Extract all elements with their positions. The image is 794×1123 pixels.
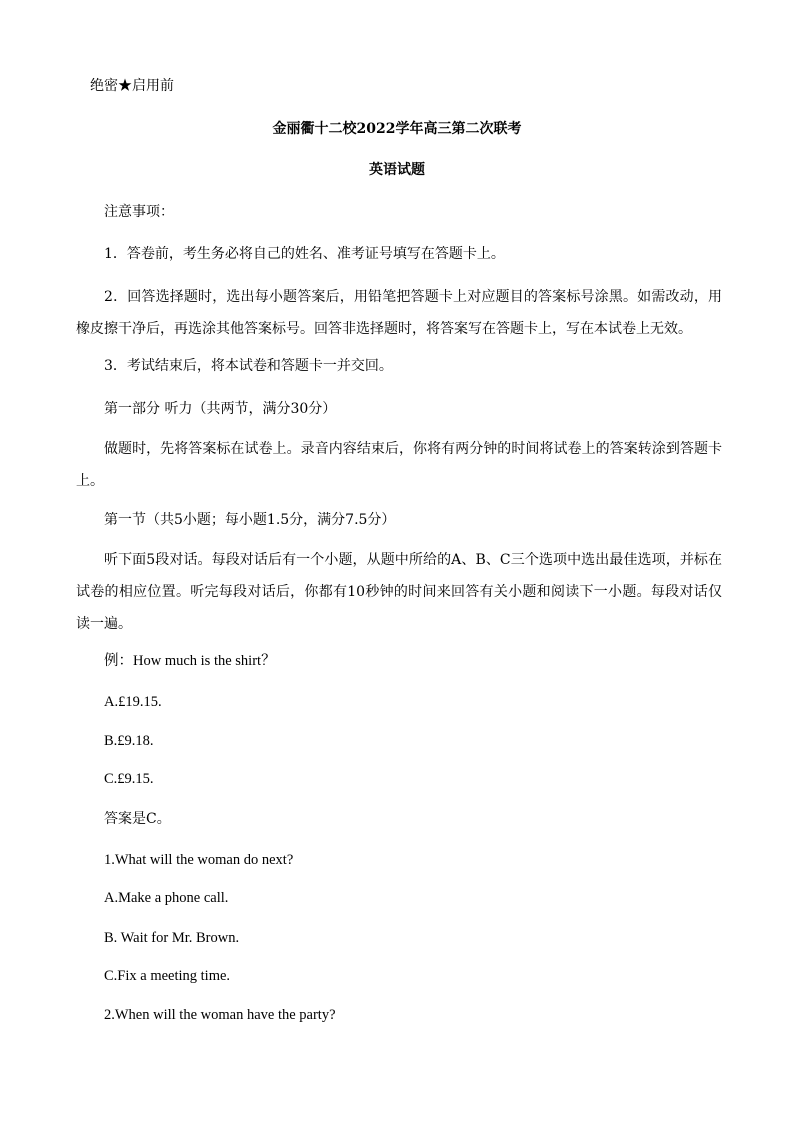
example-option-a: A.£19.15. <box>104 694 162 710</box>
note-item-3: 3．考试结束后，将本试卷和答题卡一并交回。 <box>104 358 393 374</box>
subject-title: 英语试题 <box>369 162 425 178</box>
notes-heading: 注意事项： <box>104 204 174 220</box>
example-option-c: C.£9.15. <box>104 771 154 787</box>
example-question: 例：How much is the shirt？ <box>104 653 276 669</box>
secret-label: 绝密★启用前 <box>90 78 174 94</box>
example-answer: 答案是C。 <box>104 811 171 827</box>
question-1-option-a: A.Make a phone call. <box>104 890 229 906</box>
section1-heading: 第一节（共5小题；每小题1.5分，满分7.5分） <box>104 512 396 528</box>
question-1: 1.What will the woman do next? <box>104 852 294 868</box>
example-option-b: B.£9.18. <box>104 733 154 749</box>
part1-instruction: 做题时，先将答案标在试卷上。录音内容结束后，你将有两分钟的时间将试卷上的答案转涂到答题卡上。 <box>76 441 722 489</box>
section1-instruction: 听下面5段对话。每段对话后有一个小题，从题中所给的A、B、C三个选项中选出最佳选项，并标在试卷的相应位置。听完每段对话后，你都有10秒钟的时间来回答有关小题和阅读下一小题。每段对话仅读一遍。 <box>76 552 722 632</box>
part1-heading: 第一部分 听力（共两节，满分30分） <box>104 401 337 417</box>
note-item-1: 1．答卷前，考生务必将自己的姓名、准考证号填写在答题卡上。 <box>104 246 505 262</box>
question-1-option-c: C.Fix a meeting time. <box>104 968 231 984</box>
question-2: 2.When will the woman have the party? <box>104 1007 336 1023</box>
question-1-option-b: B. Wait for Mr. Brown. <box>104 930 240 946</box>
exam-title: 金丽衢十二校2022学年高三第二次联考 <box>272 121 522 137</box>
note-item-2: 2．回答选择题时，选出每小题答案后，用铅笔把答题卡上对应题目的答案标号涂黑。如需改动，用橡皮擦干净后，再选涂其他答案标号。回答非选择题时，将答案写在答题卡上，写在本试卷上无效。 <box>76 289 722 337</box>
